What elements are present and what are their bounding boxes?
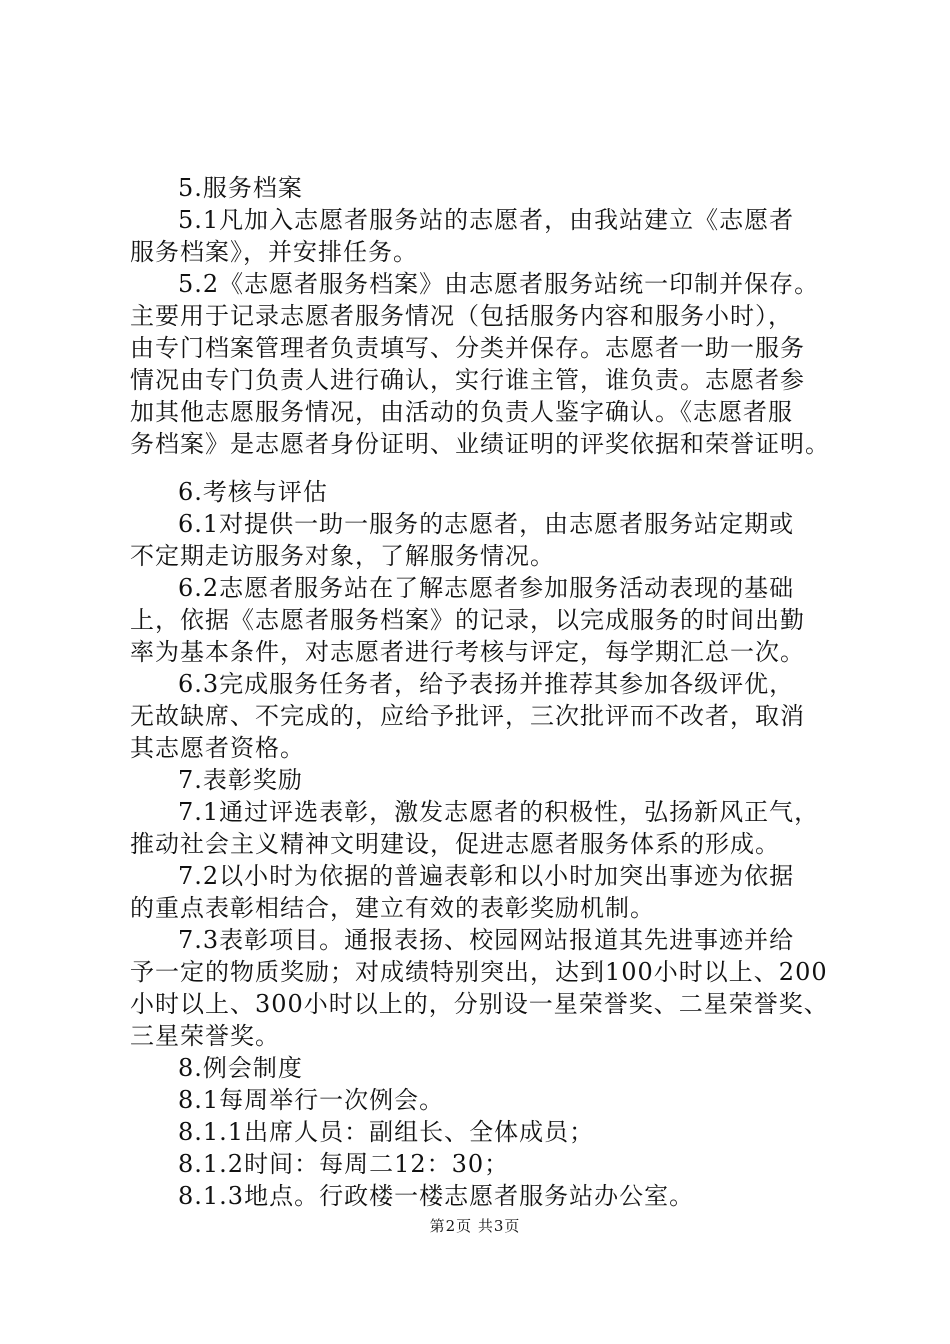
text-line: 主要用于记录志愿者服务情况（包括服务内容和服务小时）， bbox=[130, 302, 793, 330]
text-line: 6.2志愿者服务站在了解志愿者参加服务活动表现的基础 bbox=[178, 574, 795, 602]
text-line: 服务档案》，并安排任务。 bbox=[130, 238, 418, 266]
text-line: 7.3表彰项目。通报表扬、校园网站报道其先进事迹并给 bbox=[178, 926, 795, 954]
text-line: 5.服务档案 bbox=[178, 174, 303, 202]
text-line: 推动社会主义精神文明建设，促进志愿者服务体系的形成。 bbox=[130, 830, 780, 858]
text-line: 三星荣誉奖。 bbox=[130, 1022, 280, 1050]
text-line: 上，依据《志愿者服务档案》的记录，以完成服务的时间出勤 bbox=[130, 606, 805, 634]
text-line: 其志愿者资格。 bbox=[130, 734, 305, 762]
section-service-archive bbox=[130, 172, 850, 460]
text-line: 小时以上、300小时以上的，分别设一星荣誉奖、二星荣誉奖、 bbox=[130, 990, 829, 1018]
text-line: 5.1凡加入志愿者服务站的志愿者，由我站建立《志愿者 bbox=[178, 206, 795, 234]
text-line: 6.3完成服务任务者，给予表扬并推荐其参加各级评优， bbox=[178, 670, 795, 698]
text-line: 予一定的物质奖励；对成绩特别突出，达到100小时以上、200 bbox=[130, 958, 828, 986]
text-line: 7.1通过评选表彰，激发志愿者的积极性，弘扬新风正气， bbox=[178, 798, 820, 826]
text-line: 7.2以小时为依据的普遍表彰和以小时加突出事迹为依据 bbox=[178, 862, 795, 890]
text-line: 8.1.2时间：每周二12：30； bbox=[178, 1150, 510, 1178]
text-line: 8.1每周举行一次例会。 bbox=[178, 1086, 445, 1114]
document-body bbox=[130, 172, 850, 1212]
text-line: 6.1对提供一助一服务的志愿者，由志愿者服务站定期或 bbox=[178, 510, 795, 538]
text-line: 由专门档案管理者负责填写、分类并保存。志愿者一助一服务 bbox=[130, 334, 805, 362]
text-line: 7.表彰奖励 bbox=[178, 766, 303, 794]
text-line: 6.考核与评估 bbox=[178, 478, 328, 506]
section-gap bbox=[130, 460, 850, 476]
page-footer: 第2页 共3页 bbox=[429, 1217, 521, 1235]
text-line: 不定期走访服务对象，了解服务情况。 bbox=[130, 542, 555, 570]
text-line: 加其他志愿服务情况，由活动的负责人鉴字确认。《志愿者服 bbox=[130, 398, 793, 426]
text-line: 5.2《志愿者服务档案》由志愿者服务站统一印制并保存。 bbox=[178, 270, 820, 298]
text-line: 无故缺席、不完成的，应给予批评，三次批评而不改者，取消 bbox=[130, 702, 805, 730]
text-line: 8.1.1出席人员：副组长、全体成员； bbox=[178, 1118, 595, 1146]
text-line: 务档案》是志愿者身份证明、业绩证明的评奖依据和荣誉证明。 bbox=[130, 430, 830, 458]
text-line: 8.例会制度 bbox=[178, 1054, 303, 1082]
text-line: 情况由专门负责人进行确认，实行谁主管，谁负责。志愿者参 bbox=[130, 366, 805, 394]
text-line: 8.1.3地点。行政楼一楼志愿者服务站办公室。 bbox=[178, 1182, 695, 1210]
section-assessment-rewards-meetings bbox=[130, 476, 850, 1212]
text-line: 的重点表彰相结合，建立有效的表彰奖励机制。 bbox=[130, 894, 655, 922]
text-line: 率为基本条件，对志愿者进行考核与评定，每学期汇总一次。 bbox=[130, 638, 805, 666]
